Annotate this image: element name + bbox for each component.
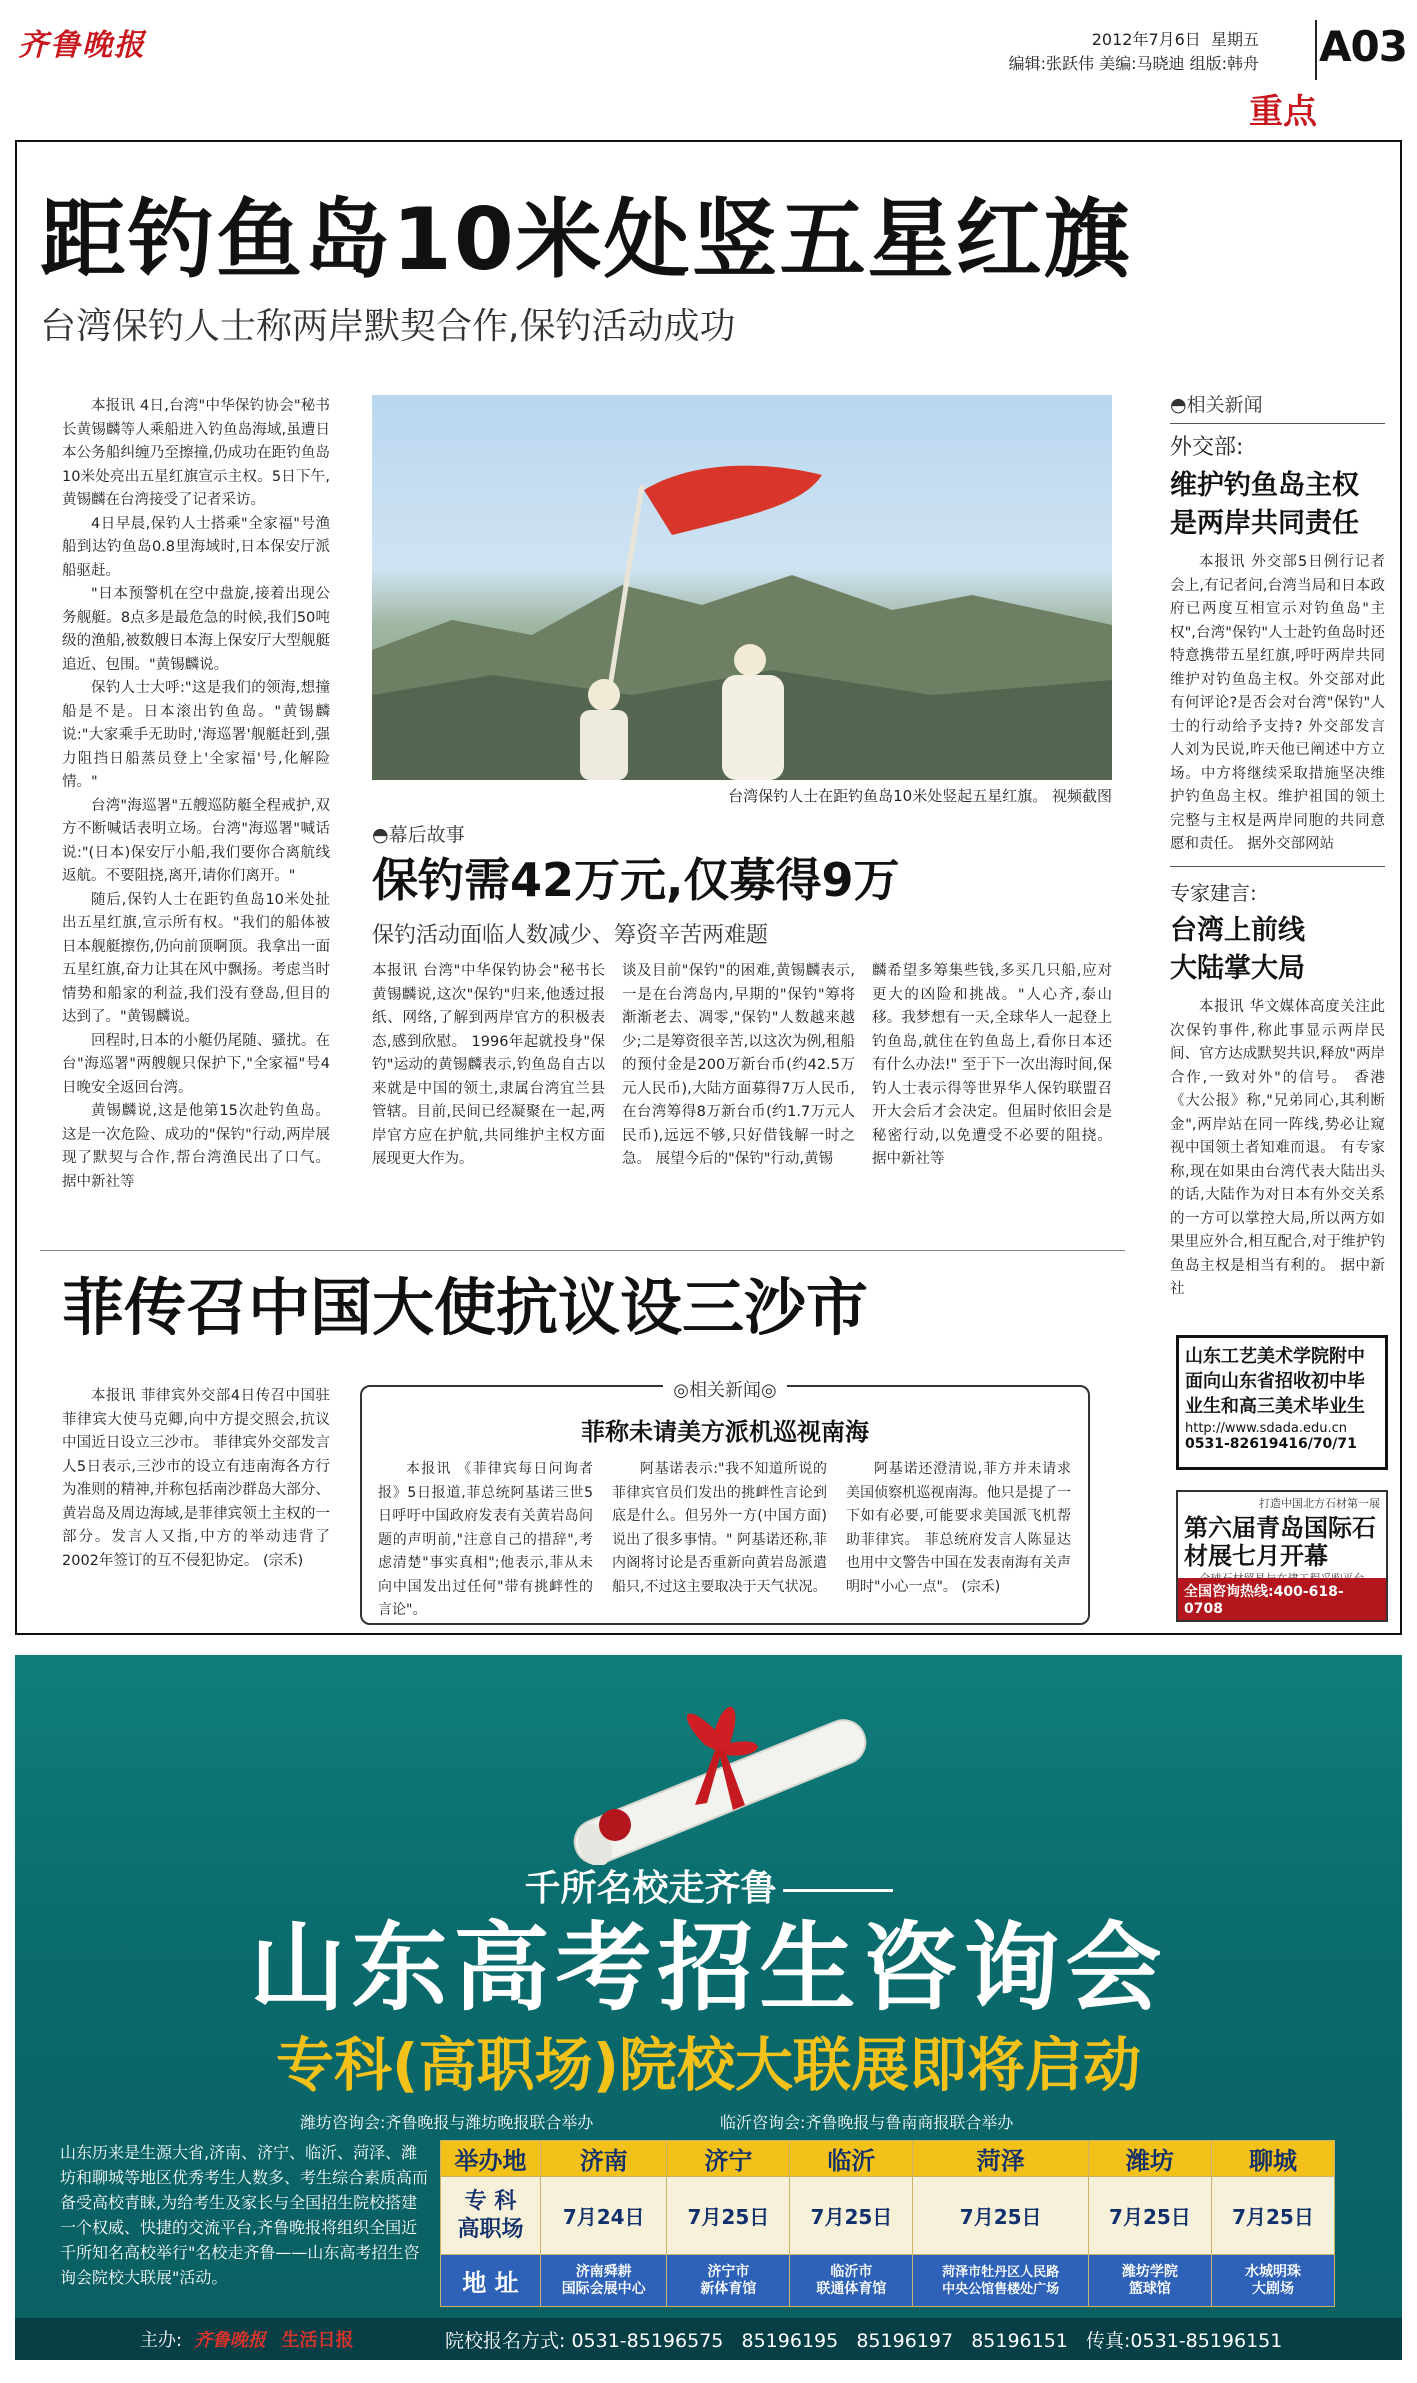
box-column: 阿基诺表示:"我不知道所说的菲律宾官员们发出的挑衅性言论到底是什么。但另外一方(中国方面)说出了很多事情。" 阿基诺还称,菲内阁将讨论是否重新向黄岩岛派遣船只,不过这主要取决于天气状况。 — [612, 1461, 827, 1595]
divider — [40, 1250, 1125, 1251]
backstory-column: 谈及目前"保钓"的困难,黄锡麟表示,一是在台湾岛内,早期的"保钓"筹将渐渐老去、凋零,"保钓"人数越来越少;二是筹资很辛苦,以这次为例,租船的预付金是200万新台币(约42.5万元人民币),大陆方面募得7万人民币,在台湾筹得8万新台币(约1.7万元人民币),远远不够,只好借钱解一时之急。 展望今后的"保钓"行动,黄锡 — [622, 963, 855, 1167]
stone-expo-ad[interactable] — [1176, 1490, 1388, 1622]
masthead-logo: 齐鲁晚报 — [18, 28, 146, 63]
news-photo — [372, 395, 1112, 780]
backstory-tag: ◓幕后故事 — [372, 824, 465, 846]
paragraph: 随后,保钓人士在距钓鱼岛10米处扯出五星红旗,宣示所有权。"我们的船体被日本舰艇擦伤,仍向前顶啊顶。我拿出一面五星红旗,奋力让其在风中飘扬。考虑当时情势和船家的利益,我们没有登岛,但目的达到了。"黄锡麟说。 — [62, 891, 330, 1025]
paragraph: 回程时,日本的小艇仍尾随、骚扰。在台"海巡署"两艘舰只保护下,"全家福"号4日晚安全返回台湾。 — [62, 1032, 330, 1096]
banner-organizer: 潍坊咨询会:齐鲁晚报与潍坊晚报联合举办 — [300, 2113, 594, 2132]
table-cell: 7月24日 — [541, 2177, 667, 2255]
phone-number: 85196197 — [856, 2330, 954, 2352]
paragraph: 黄锡麟说,这是他第15次赴钓鱼岛。这是一次危险、成功的"保钓"行动,两岸展现了默契与合作,帮台湾渔民出了口气。 据中新社等 — [62, 1103, 330, 1190]
table-cell: 7月25日 — [913, 2177, 1088, 2255]
banner-slogan — [15, 1860, 1402, 1911]
host-label: 主办: — [140, 2330, 183, 2351]
banner-title: 山东高考招生咨询会 — [249, 1912, 1168, 2024]
phone-number: 85196151 — [971, 2330, 1068, 2352]
table-cell: 济南 — [541, 2141, 667, 2177]
phone-label: 院校报名方式: — [445, 2330, 566, 2352]
stone-ad-title: 第六届青岛国际石材展七月开幕 — [1184, 1514, 1376, 1570]
main-article-body — [62, 395, 330, 1205]
school-ad[interactable] — [1176, 1335, 1388, 1470]
sidebar-title: 维护钓鱼岛主权是两岸共同责任 — [1170, 470, 1359, 539]
paragraph: 4日早晨,保钓人士搭乘"全家福"号渔船到达钓鱼岛0.8里海域时,日本保安厅派船驱赶。 — [62, 515, 330, 579]
host-qilu: 齐鲁晚报 — [193, 2330, 266, 2351]
stone-ad-top: 打造中国北方石材第一展 — [1259, 1497, 1380, 1510]
dateline — [1009, 28, 1259, 76]
school-ad-url[interactable]: http://www.sdada.edu.cn — [1185, 1421, 1348, 1436]
stone-ad-hotline — [1178, 1578, 1386, 1620]
table-cell: 聊城 — [1211, 2141, 1334, 2177]
paragraph: 台湾"海巡署"五艘巡防艇全程戒护,双方不断喊话表明立场。台湾"海巡署"喊话说:"(日本)保安厅小船,我们要你合离航线返航。不要阻挠,离开,请你们离开。" — [62, 797, 330, 884]
phil-headline: 菲传召中国大使抗议设三沙市 — [62, 1271, 869, 1344]
table-cell: 7月25日 — [790, 2177, 913, 2255]
header-divider — [1315, 20, 1317, 80]
host-line — [140, 2326, 354, 2352]
table-row — [441, 2177, 1335, 2255]
school-ad-tel: 0531-82619416/70/71 — [1185, 1436, 1357, 1452]
school-ad-text: 山东工艺美术学院附中面向山东省招收初中毕业生和高三美术毕业生 — [1185, 1346, 1365, 1417]
backstory-subtitle: 保钓活动面临人数减少、筹资辛苦两难题 — [372, 923, 769, 948]
hotline-number: 400-618-0708 — [1184, 1584, 1344, 1617]
table-cell: 潍坊学院 篮球馆 — [1088, 2255, 1211, 2307]
table-cell: 菏泽市牡丹区人民路 中央公馆售楼处广场 — [913, 2255, 1088, 2307]
backstory-column: 本报讯 台湾"中华保钓协会"秘书长黄锡麟说,这次"保钓"归来,他透过报纸、网络,了解到两岸官方的积极表态,感到欣慰。 1996年起就投身"保钓"运动的黄锡麟表示,钓鱼岛自古以来就是中国的领土,隶属台湾宜兰县管辖。目前,民间已经凝聚在一起,两岸官方应在护航,共同维护主权方面展现更大作为。 — [372, 963, 605, 1167]
related-news-sidebar — [1170, 390, 1385, 1296]
box-column: 本报讯 《菲律宾每日问询者报》5日报道,菲总统阿基诺三世5日呼吁中国政府发表有关黄岩岛问题的声明前,"注意自己的措辞",考虑清楚"事实真相";他表示,菲从未向中国发出过任何"带有挑衅性的言论"。 — [378, 1461, 593, 1618]
table-cell: 济宁市 新体育馆 — [667, 2255, 790, 2307]
divider — [1170, 423, 1385, 424]
table-cell: 临沂市 联通体育馆 — [790, 2255, 913, 2307]
schedule-table — [440, 2140, 1335, 2307]
table-cell: 临沂 — [790, 2141, 913, 2177]
photo-caption: 台湾保钓人士在距钓鱼岛10米处竖起五星红旗。 视频截图 — [728, 787, 1112, 805]
host-shenghuo: 生活日报 — [281, 2330, 354, 2351]
main-subheadline: 台湾保钓人士称两岸默契合作,保钓活动成功 — [40, 306, 736, 347]
sidebar-body: 本报讯 外交部5日例行记者会上,有记者问,台湾当局和日本政府已两度互相宣示对钓鱼岛"主权",台湾"保钓"人士赴钓鱼岛时还特意携带五星红旗,呼吁两岸共同维护对钓鱼岛主权。外交部对此有何评论?是否会对台湾"保钓"人士的行动给予支持? 外交部发言人刘为民说,昨天他已阐述中方立场。中方将继续采取措施坚决维护钓鱼岛主权。维护祖国的领土完整与主权是两岸同胞的共同意愿和责任。 据外交部网站 — [1170, 554, 1385, 852]
table-cell: 7月25日 — [1088, 2177, 1211, 2255]
banner-subtitle: 专科(高职场)院校大联展即将启动 — [275, 2031, 1142, 2099]
table-header: 举办地 — [441, 2141, 541, 2177]
sidebar-tag: ◓相关新闻 — [1170, 394, 1263, 416]
backstory-column: 麟希望多筹集些钱,多买几只船,应对更大的凶险和挑战。"人心齐,泰山移。我梦想有一天,全球华人一起登上钓鱼岛,就住在钓鱼岛上,看你日本还有什么办法!" 至于下一次出海时间,保钓人士表示得等世界华人保钓联盟召开大会后才会决定。但届时依旧会是秘密行动,以免遭受不必要的阻挠。 据中新社等 — [872, 963, 1112, 1167]
issue-weekday: 星期五 — [1210, 30, 1259, 49]
banner-organizer: 临沂咨询会:齐鲁晚报与鲁南商报联合举办 — [720, 2113, 1014, 2132]
table-row — [441, 2141, 1335, 2177]
table-cell: 7月25日 — [1211, 2177, 1334, 2255]
table-header: 专 科 高职场 — [441, 2177, 541, 2255]
box-column: 阿基诺还澄清说,菲方并未请求美国侦察机巡视南海。他只是提了一下如有必要,可能要求美国派飞机帮助菲律宾。 菲总统府发言人陈显达也用中文警告中国在发表南海有关声明时"小心一点"。 (宗禾) — [846, 1461, 1071, 1595]
main-headline: 距钓鱼岛10米处竖五星红旗 — [40, 190, 1132, 290]
table-cell: 菏泽 — [913, 2141, 1088, 2177]
table-cell: 济南舜耕 国际会展中心 — [541, 2255, 667, 2307]
table-header: 地 址 — [441, 2255, 541, 2307]
page-number: A03 — [1319, 22, 1407, 71]
table-cell: 7月25日 — [667, 2177, 790, 2255]
hotline-label: 全国咨询热线: — [1184, 1584, 1274, 1600]
contact-line — [445, 2326, 1282, 2353]
sidebar-body: 本报讯 华文媒体高度关注此次保钓事件,称此事显示两岸民间、官方达成默契共识,释放"两岸合作,一致对外"的信号。 香港《大公报》称,"兄弟同心,其利断金",两岸站在同一阵线,势必让窥视中国领土者知难而退。 有专家称,现在如果由台湾代表大陆出头的话,大陆作为对日本有外交关系的一方可以掌控大局,所以两方如果里应外合,相互配合,对于维护钓鱼岛主权是相当有利的。 据中新社 — [1170, 999, 1385, 1296]
table-cell: 济宁 — [667, 2141, 790, 2177]
phone-number: 85196195 — [741, 2330, 839, 2352]
sidebar-title: 台湾上前线大陆掌大局 — [1170, 915, 1305, 984]
section-label: 重点 — [1249, 92, 1317, 132]
editor-credits: 编辑:张跃伟 美编:马晓迪 组版:韩舟 — [1008, 54, 1259, 73]
table-cell: 潍坊 — [1088, 2141, 1211, 2177]
fax-number: 传真:0531-85196151 — [1086, 2330, 1283, 2352]
issue-date: 2012年7月6日 — [1091, 30, 1201, 49]
slogan-text: 千所名校走齐鲁 — [524, 1868, 777, 1909]
flag-scene-illustration — [372, 395, 1112, 780]
diploma-scroll-icon — [555, 1675, 885, 1865]
table-cell: 水城明珠 大剧场 — [1211, 2255, 1334, 2307]
sidebar-section-label: 专家建言: — [1170, 881, 1257, 905]
divider — [1170, 866, 1385, 867]
paragraph: 保钓人士大呼:"这是我们的领海,想撞船是不是。日本滚出钓鱼岛。"黄锡麟说:"大家乘手无助时,'海巡署'舰艇赶到,强力阻挡日船蒸员登上'全家福'号,化解险情。" — [62, 680, 330, 790]
phil-article-body: 本报讯 菲律宾外交部4日传召中国驻菲律宾大使马克卿,向中方提交照会,抗议中国近日设立三沙市。 菲律宾外交部发言人5日表示,三沙市的设立有违南海各方行为准则的精神,并称包括南沙群岛大部分、黄岩岛及周边海域,是菲律宾领土主权的一部分。发言人又指,中方的举动违背了2002年签订的互不侵犯协定。 (宗禾) — [62, 1388, 330, 1569]
box-title: 菲称未请美方派机巡视南海 — [581, 1418, 869, 1446]
banner-intro: 山东历来是生源大省,济南、济宁、临沂、菏泽、潍坊和聊城等地区优秀考生人数多、考生综合素质高而备受高校青睐,为给考生及家长与全国招生院校搭建一个权威、快捷的交流平台,齐鲁晚报将组织全国近千所知名高校举行"名校走齐鲁——山东高考招生咨询会院校大联展"活动。 — [60, 2143, 429, 2287]
box-tag: ◎相关新闻◎ — [663, 1376, 786, 1402]
paragraph: "日本预警机在空中盘旋,接着出现公务舰艇。8点多是最危急的时候,我们50吨级的渔船,被数艘日本海上保安厅大型舰艇追近、包围。"黄锡麟说。 — [62, 586, 330, 673]
paragraph: 本报讯 4日,台湾"中华保钓协会"秘书长黄锡麟等人乘船进入钓鱼岛海域,虽遭日本公务船纠缠乃至擦撞,仍成功在距钓鱼岛10米处亮出五星红旗宣示主权。5日下午,黄锡麟在台湾接受了记者采访。 — [62, 398, 330, 508]
sidebar-section-label: 外交部: — [1170, 435, 1244, 460]
backstory-title: 保钓需42万元,仅募得9万 — [372, 853, 900, 907]
phone-number: 0531-85196575 — [571, 2330, 724, 2352]
table-row — [441, 2255, 1335, 2307]
